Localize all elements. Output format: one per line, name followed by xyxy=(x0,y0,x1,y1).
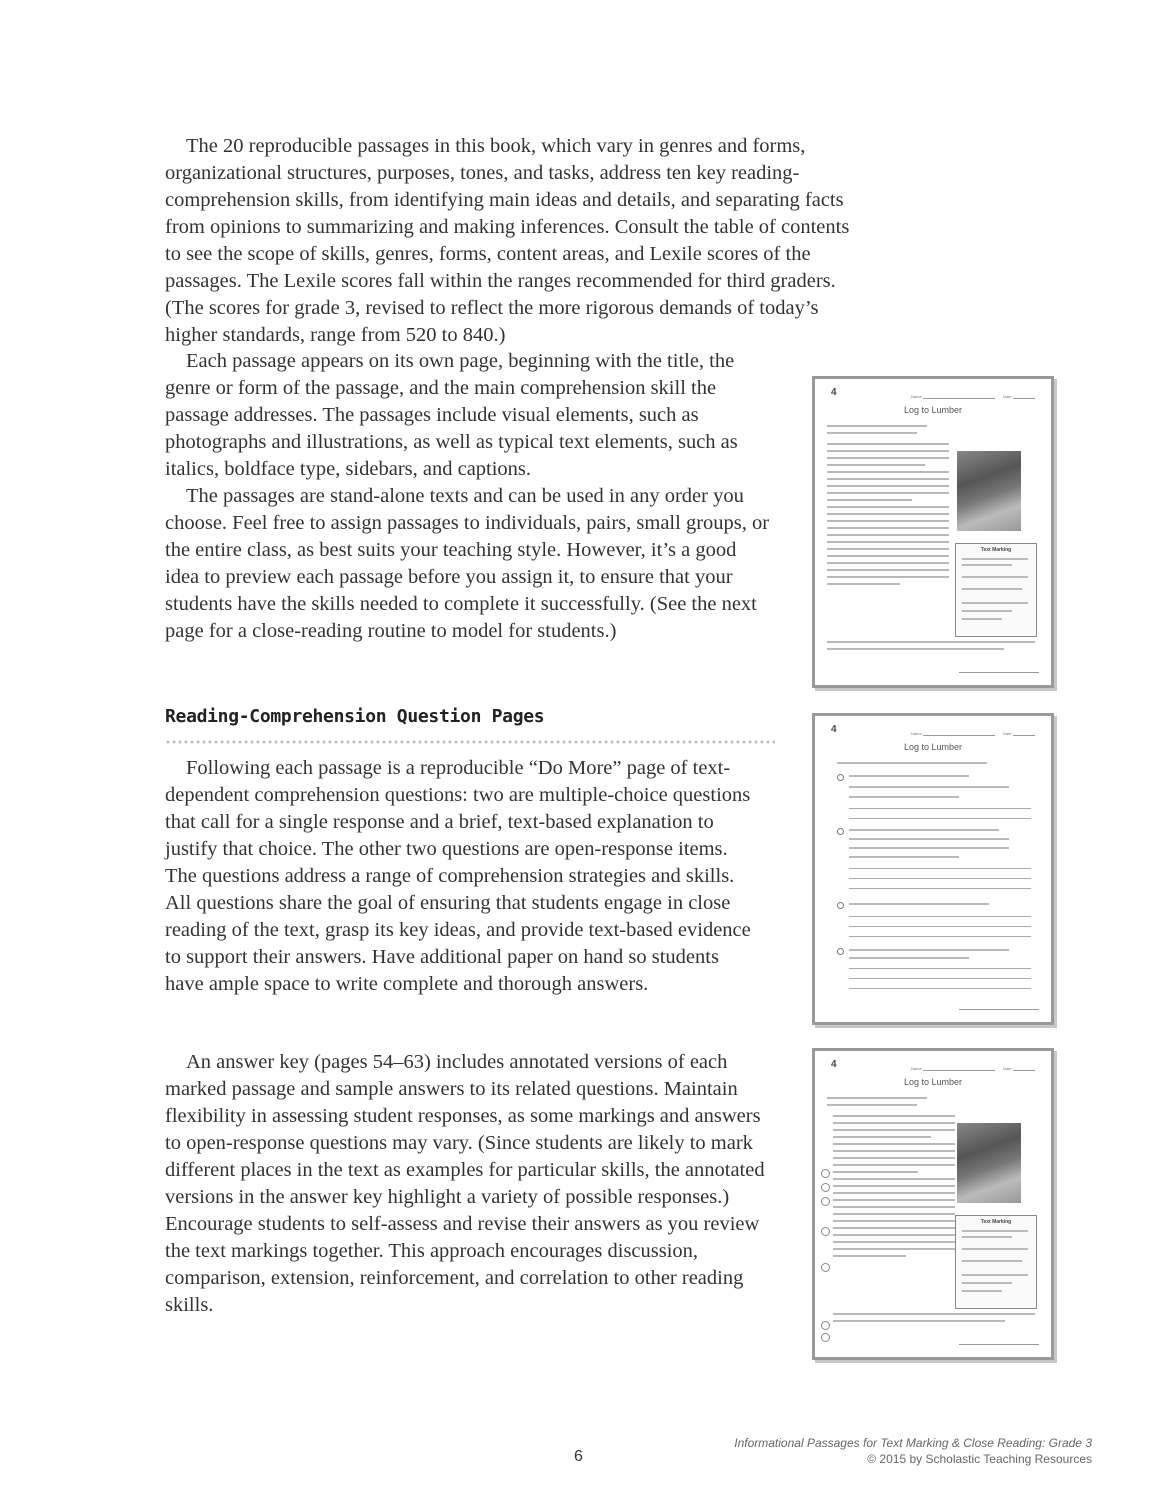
question-text xyxy=(849,856,959,858)
date-line xyxy=(1013,735,1035,736)
thumb-date-label: Date: xyxy=(1003,731,1013,736)
text-marking-box xyxy=(955,543,1037,637)
name-line xyxy=(923,398,995,399)
paragraph-answer-key: An answer key (pages 54–63) includes annotated versions of each marked passage and sample answers to its related questions. Maintain flexibility in assessing student responses, as some markings and answers to open-response questions may vary. (Since students are likely to mark different places in the text as examples for particular skills, the annotated versions in the answer key highlight a variety of possible responses.) Encourage students to self-assess and revise their answers as you review the text markings together. This approach encourages discussion, comparison, extension, reinforcement, and correlation to other reading skills. xyxy=(165,1051,765,1316)
thumb-name-label: Name: xyxy=(911,394,923,399)
question-3-marker xyxy=(837,902,844,909)
text-marking-title: Text Marking xyxy=(980,547,1012,553)
page-number: 6 xyxy=(574,1448,583,1465)
section-heading: Reading-Comprehension Question Pages xyxy=(165,706,545,727)
text-marking-box xyxy=(955,1215,1037,1309)
annotation-marker xyxy=(821,1197,830,1206)
paragraph-passage-layout: Each passage appears on its own page, beginning with the title, the genre or form of the passage, and the main comprehension skill the passage addresses. The passages include visual elements, such as photographs and illustrations, as well as typical text elements, such as italics, boldface type, sidebars, and captions. xyxy=(165,350,738,480)
answer-line xyxy=(849,978,1031,979)
question-1-marker xyxy=(837,774,844,781)
answer-line xyxy=(849,926,1031,927)
thumb-footer xyxy=(827,1343,1039,1349)
thumb-body-lines xyxy=(827,443,949,590)
answer-line xyxy=(849,878,1031,879)
annotation-marker xyxy=(821,1333,830,1342)
question-text xyxy=(849,903,989,905)
answer-line xyxy=(849,988,1031,989)
thumb-footer xyxy=(827,1008,1039,1014)
thumb-name-label: Name: xyxy=(911,1066,923,1071)
date-line xyxy=(1013,398,1035,399)
paragraph-do-more: Following each passage is a reproducible “Do More” page of text-dependent comprehension questions: two are multiple-choice questions that call for a single response and a brief, text-based explanation to justify that choice. The other two questions are open-response items. The questions address a range of comprehension strategies and skills. All questions share the goal of ensuring that students engage in close reading of the text, grasp its key ideas, and provide text-based evidence to support their answers. Have additional paper on hand so students have ample space to write complete and thorough answers. xyxy=(165,757,751,995)
thumb-number: 4 xyxy=(831,724,837,735)
book-title: Informational Passages for Text Marking & Close Reading: Grade 3 xyxy=(734,1436,1092,1450)
question-pages-section xyxy=(165,755,755,998)
question-page-thumbnail xyxy=(812,713,1054,1025)
thumb-title: Log to Lumber xyxy=(903,405,963,415)
thumb-bottom-lines xyxy=(833,1313,1035,1327)
copyright: © 2015 by Scholastic Teaching Resources xyxy=(867,1452,1092,1466)
thumb-date-label: Date: xyxy=(1003,1066,1013,1071)
annotation-marker xyxy=(821,1183,830,1192)
thumb-number: 4 xyxy=(831,387,837,398)
text-marking-title: Text Marking xyxy=(980,1219,1012,1225)
thumb-header xyxy=(831,724,1037,736)
intro-text: The 20 reproducible passages in this book, which vary in genres and forms, organizational structures, purposes, tones, and tasks, address ten key reading-comprehension skills, from identifying main ideas and details, and separating facts from opinions to summarizing and making inferences. Consult the table of contents to see the scope of skills, genres, forms, content areas, and Lexile scores of the passages. The Lexile scores fall within the ranges recommended for third graders. (The scores for grade 3, revised to reflect the more rigorous demands of today’s higher standards, range from 520 to 840.) xyxy=(165,135,850,346)
annotation-marker xyxy=(821,1263,830,1272)
question-text xyxy=(849,829,999,831)
photo-placeholder xyxy=(957,451,1021,531)
thumb-name-label: Name: xyxy=(911,731,923,736)
thumb-footer xyxy=(827,671,1039,677)
intro-paragraph xyxy=(165,133,865,349)
page-footer xyxy=(734,1435,1092,1467)
answer-line xyxy=(849,868,1031,869)
instruction-line xyxy=(837,762,987,764)
answer-line xyxy=(849,818,1031,819)
answer-line xyxy=(849,968,1031,969)
thumb-number: 4 xyxy=(831,1059,837,1070)
passage-description xyxy=(165,348,775,645)
name-line xyxy=(923,735,995,736)
question-2-marker xyxy=(837,828,844,835)
photo-placeholder xyxy=(957,1123,1021,1203)
thumb-header xyxy=(831,387,1037,399)
thumb-text-lines xyxy=(827,1097,927,1111)
annotation-marker xyxy=(821,1321,830,1330)
answer-line xyxy=(849,916,1031,917)
answer-line xyxy=(849,888,1031,889)
thumb-body-lines xyxy=(833,1115,955,1262)
answer-line xyxy=(849,936,1031,937)
thumb-text-lines xyxy=(827,425,927,439)
thumb-title: Log to Lumber xyxy=(903,742,963,752)
answer-key-thumbnail xyxy=(812,1048,1054,1360)
name-line xyxy=(923,1070,995,1071)
question-text xyxy=(849,775,969,777)
thumb-bottom-lines xyxy=(827,641,1035,655)
dotted-divider xyxy=(165,740,775,744)
question-text xyxy=(849,949,1009,951)
annotation-marker xyxy=(821,1227,830,1236)
thumb-title: Log to Lumber xyxy=(903,1077,963,1087)
question-text xyxy=(849,957,969,959)
thumb-date-label: Date: xyxy=(1003,394,1013,399)
answer-choices xyxy=(849,838,1009,840)
passage-page-thumbnail xyxy=(812,376,1054,688)
answer-line xyxy=(849,808,1031,809)
paragraph-stand-alone: The passages are stand-alone texts and can be used in any order you choose. Feel free to assign passages to individuals, pairs, small groups, or the entire class, as best suits your teaching style. However, it’s a good idea to preview each passage before you assign it, to ensure that your students have the skills needed to complete it successfully. (See the next page for a close-reading routine to model for students.) xyxy=(165,485,770,642)
question-4-marker xyxy=(837,948,844,955)
annotation-marker xyxy=(821,1169,830,1178)
answer-choices xyxy=(849,786,1009,788)
question-text xyxy=(849,796,959,798)
answer-key-section xyxy=(165,1049,765,1319)
date-line xyxy=(1013,1070,1035,1071)
answer-choices xyxy=(849,847,1009,849)
thumb-header xyxy=(831,1059,1037,1071)
